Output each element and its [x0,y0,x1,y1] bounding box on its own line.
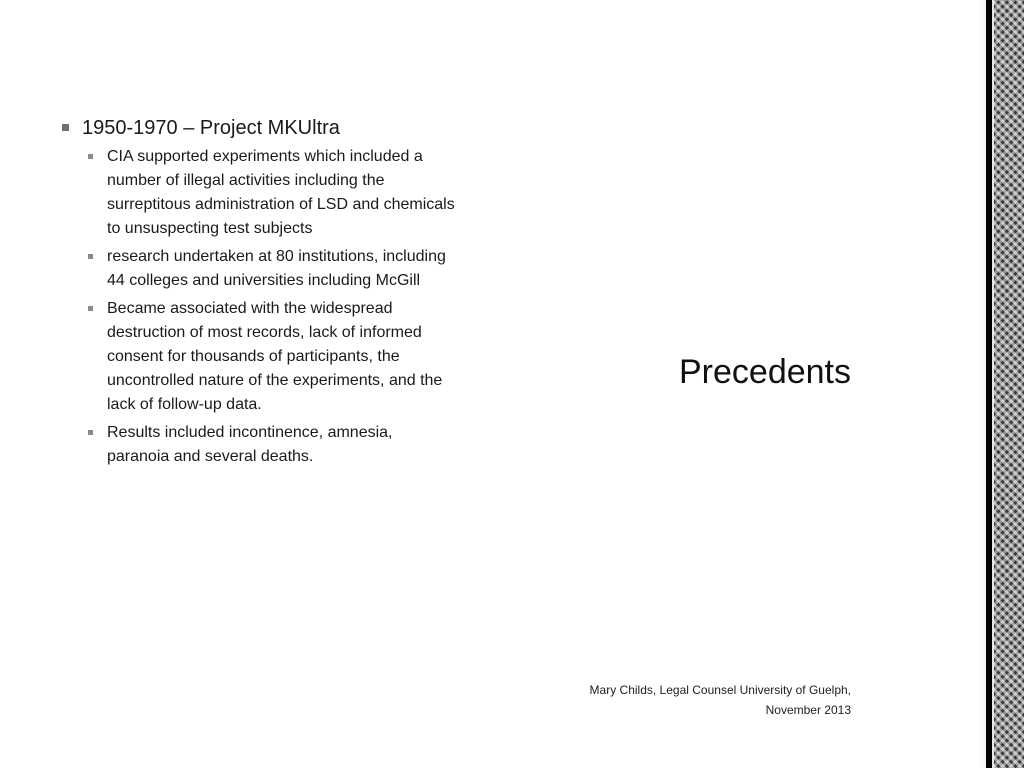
sub-bullet-text: Results included incontinence, amnesia, paranoia and several deaths. [107,424,393,465]
content-area [62,114,462,473]
square-bullet-icon [88,154,93,159]
square-bullet-icon [62,124,69,131]
main-bullet-text: 1950-1970 – Project MKUltra [82,117,340,139]
sub-bullet-text: research undertaken at 80 institutions, including 44 colleges and universities including McGill [107,248,446,289]
slide-footer: Mary Childs, Legal Counsel University of Guelph, November 2013 [589,683,851,717]
square-bullet-icon [88,430,93,435]
side-texture [994,0,1024,768]
side-divider [986,0,992,768]
square-bullet-icon [88,306,93,311]
main-bullet [62,114,462,142]
sub-bullet [88,421,458,469]
sub-bullet-list [88,145,458,469]
sub-bullet [88,145,458,241]
sub-bullet [88,245,458,293]
sub-bullet-text: CIA supported experiments which included a number of illegal activities including the surreptitous administration of LSD and chemicals to unsuspecting test subjects [107,148,455,237]
sub-bullet [88,297,458,417]
square-bullet-icon [88,254,93,259]
decorative-side-panel [978,0,1024,768]
sub-bullet-text: Became associated with the widespread destruction of most records, lack of informed consent for thousands of participants, the uncontrolled nature of the experiments, and the lack of follow-up data. [107,300,443,413]
slide-title: Precedents [679,353,851,391]
